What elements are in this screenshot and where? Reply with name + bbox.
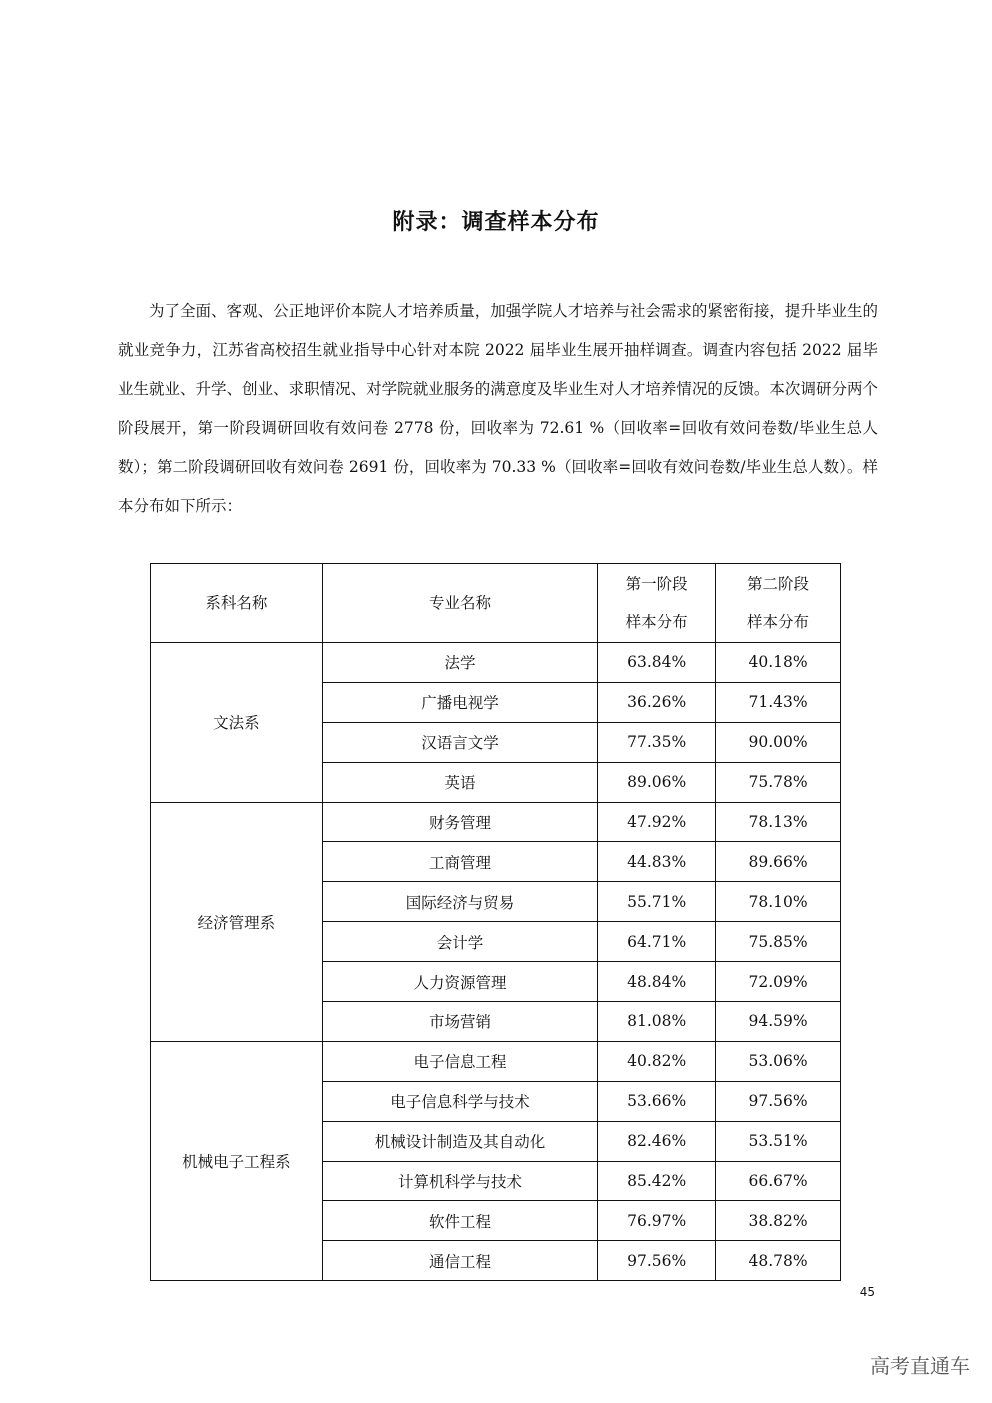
stage1-cell: 36.26%	[598, 682, 716, 722]
stage2-cell: 78.10%	[716, 882, 841, 922]
header-stage2-line1: 第二阶段	[747, 575, 810, 593]
stage2-cell: 94.59%	[716, 1002, 841, 1042]
header-stage2-line2: 样本分布	[747, 613, 810, 631]
stage1-cell: 81.08%	[598, 1002, 716, 1042]
stage2-cell: 72.09%	[716, 962, 841, 1002]
major-cell: 电子信息科学与技术	[322, 1081, 598, 1121]
stage2-cell: 97.56%	[716, 1081, 841, 1121]
stage2-cell: 48.78%	[716, 1241, 841, 1281]
stage1-cell: 47.92%	[598, 802, 716, 842]
table-body	[151, 643, 841, 1281]
stage2-cell: 78.13%	[716, 802, 841, 842]
header-department: 系科名称	[151, 564, 323, 643]
watermark: 高考直通车	[870, 1354, 970, 1378]
table-row	[151, 1041, 841, 1081]
major-cell: 人力资源管理	[322, 962, 598, 1002]
major-cell: 汉语言文学	[322, 722, 598, 762]
major-cell: 通信工程	[322, 1241, 598, 1281]
stage2-cell: 71.43%	[716, 682, 841, 722]
stage1-cell: 82.46%	[598, 1121, 716, 1161]
stage2-cell: 40.18%	[716, 643, 841, 683]
stage1-cell: 48.84%	[598, 962, 716, 1002]
department-cell: 文法系	[151, 643, 323, 803]
stage1-cell: 64.71%	[598, 922, 716, 962]
stage1-cell: 40.82%	[598, 1041, 716, 1081]
major-cell: 广播电视学	[322, 682, 598, 722]
stage1-cell: 77.35%	[598, 722, 716, 762]
department-cell: 经济管理系	[151, 802, 323, 1041]
sample-distribution-table	[150, 563, 841, 1281]
major-cell: 电子信息工程	[322, 1041, 598, 1081]
stage2-cell: 89.66%	[716, 842, 841, 882]
department-cell: 机械电子工程系	[151, 1041, 323, 1280]
header-stage1-line1: 第一阶段	[625, 575, 688, 593]
major-cell: 软件工程	[322, 1201, 598, 1241]
major-cell: 财务管理	[322, 802, 598, 842]
major-cell: 法学	[322, 643, 598, 683]
stage1-cell: 89.06%	[598, 762, 716, 802]
stage1-cell: 97.56%	[598, 1241, 716, 1281]
stage1-cell: 53.66%	[598, 1081, 716, 1121]
table-header-row	[151, 564, 841, 643]
header-stage1	[598, 564, 716, 643]
major-cell: 国际经济与贸易	[322, 882, 598, 922]
header-stage2	[716, 564, 841, 643]
stage2-cell: 66.67%	[716, 1161, 841, 1201]
stage1-cell: 44.83%	[598, 842, 716, 882]
header-major: 专业名称	[322, 564, 598, 643]
stage2-cell: 75.78%	[716, 762, 841, 802]
stage2-cell: 53.51%	[716, 1121, 841, 1161]
stage2-cell: 75.85%	[716, 922, 841, 962]
stage1-cell: 55.71%	[598, 882, 716, 922]
stage2-cell: 90.00%	[716, 722, 841, 762]
table-row	[151, 643, 841, 683]
major-cell: 计算机科学与技术	[322, 1161, 598, 1201]
stage1-cell: 76.97%	[598, 1201, 716, 1241]
page-number: 45	[859, 1285, 875, 1299]
stage2-cell: 38.82%	[716, 1201, 841, 1241]
stage2-cell: 53.06%	[716, 1041, 841, 1081]
major-cell: 英语	[322, 762, 598, 802]
major-cell: 机械设计制造及其自动化	[322, 1121, 598, 1161]
stage1-cell: 63.84%	[598, 643, 716, 683]
header-stage1-line2: 样本分布	[625, 613, 688, 631]
major-cell: 市场营销	[322, 1002, 598, 1042]
major-cell: 会计学	[322, 922, 598, 962]
major-cell: 工商管理	[322, 842, 598, 882]
stage1-cell: 85.42%	[598, 1161, 716, 1201]
intro-paragraph: 为了全面、客观、公正地评价本院人才培养质量，加强学院人才培养与社会需求的紧密衔接，提升毕业生的就业竞争力，江苏省高校招生就业指导中心针对本院 2022 届毕业生展开抽样调查。调查内容包括 2022 届毕业生就业、升学、创业、求职情况、对学院就业服务的满意度及毕业生对人才培养情况的反馈。本次调研分两个阶段展开，第一阶段调研回收有效问卷 2778 份，回收率为 72.61 %（回收率=回收有效问卷数/毕业生总人数）；第二阶段调研回收有效问卷 2691 份，回收率为 70.33 %（回收率=回收有效问卷数/毕业生总人数）。样本分布如下所示：	[118, 302, 878, 515]
page-title: 附录：调查样本分布	[392, 209, 600, 235]
table-row	[151, 802, 841, 842]
